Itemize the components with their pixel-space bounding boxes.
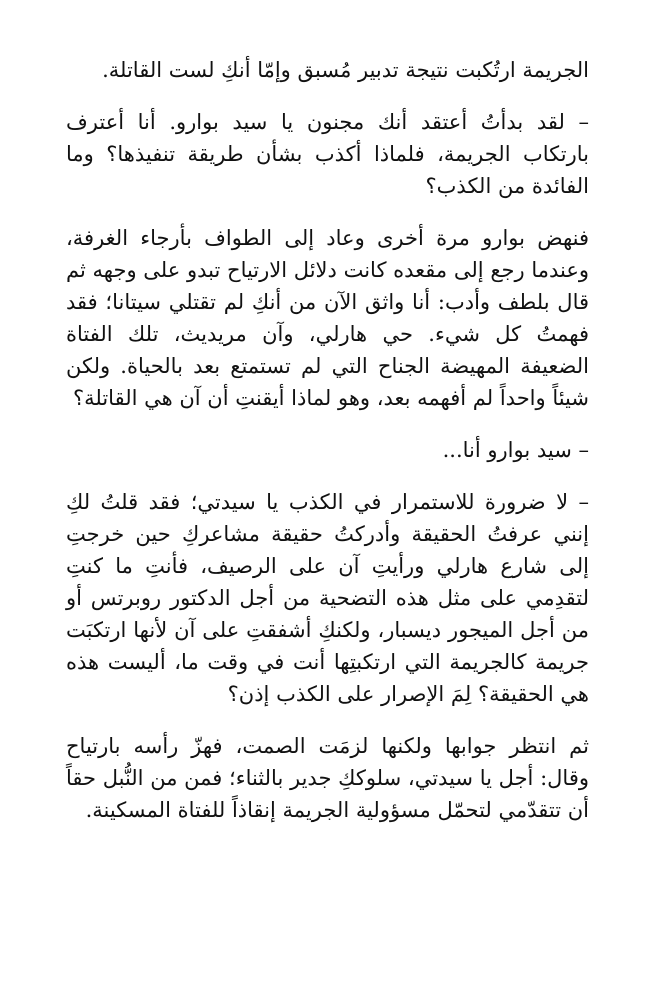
- paragraph-5: – لا ضرورة للاستمرار في الكذب يا سيدتي؛ فقد قلتُ لكِ إنني عرفتُ الحقيقة وأدركتُ حقيقة مشاعركِ حين خرجتِ إلى شارع هارلي ورأيتِ آن على الرصيف، فأنتِ ما كنتِ لتقدِمي على مثل هذه التضحية من أجل الدكتور روبرتس أو من أجل الميجور ديسبار، ولكنكِ أشفقتِ على آن لأنها ارتكبَت جريمة كالجريمة التي ارتكبتِها أنت في وقت ما، أليست هذه هي الحقيقة؟ لِمَ الإصرار على الكذب إذن؟: [66, 490, 589, 706]
- paragraph-gap: [66, 414, 589, 434]
- paragraph-2: – لقد بدأتُ أعتقد أنك مجنون يا سيد بوارو. أنا أعترف بارتكاب الجريمة، فلماذا أكذب بشأن طريقة تنفيذها؟ وما الفائدة من الكذب؟: [66, 110, 589, 198]
- paragraph-4: – سيد بوارو أنا...: [442, 438, 589, 462]
- paragraph-6: ثم انتظر جوابها ولكنها لزمَت الصمت، فهزّ رأسه بارتياح وقال: أجل يا سيدتي، سلوككِ جدير بالثناء؛ فمن من النُّبل حقاً أن تتقدّمي لتحمّل مسؤولية الجريمة إنقاذاً للفتاة المسكينة.: [66, 734, 589, 822]
- paragraph-1: الجريمة ارتُكبت نتيجة تدبير مُسبق وإمّا أنكِ لست القاتلة.: [102, 58, 589, 82]
- paragraph-gap: [66, 202, 589, 222]
- paragraph-gap: [66, 86, 589, 106]
- paragraph-gap: [66, 466, 589, 486]
- paragraph-3: فنهض بوارو مرة أخرى وعاد إلى الطواف بأرجاء الغرفة، وعندما رجع إلى مقعده كانت دلائل الارتياح تبدو على وجهه ثم قال بلطف وأدب: أنا واثق الآن من أنكِ لم تقتلي سيتانا؛ فقد فهمتُ كل شيء. حي هارلي، وآن مريديث، تلك الفتاة الضعيفة المهيضة الجناح التي لم تستمتع بعد بالحياة. ولكن شيئاً واحداً لم أفهمه بعد، وهو لماذا أيقنتِ أن آن هي القاتلة؟: [66, 226, 589, 410]
- paragraph-gap: [66, 710, 589, 730]
